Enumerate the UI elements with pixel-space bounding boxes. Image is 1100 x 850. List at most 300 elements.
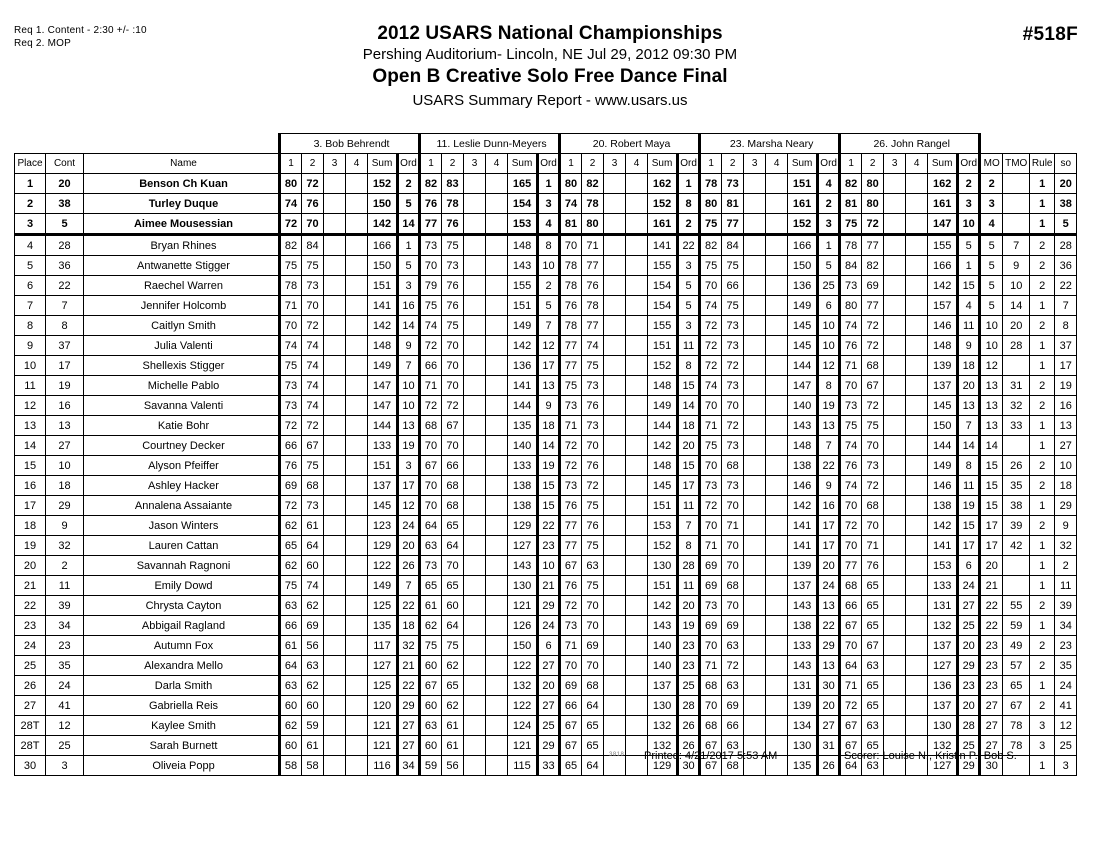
table-row[interactable] xyxy=(15,536,1077,556)
table-row[interactable] xyxy=(15,316,1077,336)
cell-j5-ord: 25 xyxy=(958,736,980,756)
cell-j2-s1: 70 xyxy=(420,476,442,496)
cell-name: Abbigail Ragland xyxy=(84,616,280,636)
cell-j1-s2: 64 xyxy=(302,536,324,556)
cell-j2-s4 xyxy=(486,296,508,316)
cell-j4-sum: 149 xyxy=(788,296,818,316)
table-row[interactable] xyxy=(15,174,1077,194)
table-row[interactable] xyxy=(15,476,1077,496)
cell-j3-s3 xyxy=(604,436,626,456)
cell-j4-s3 xyxy=(744,616,766,636)
cell-j5-s1: 70 xyxy=(840,376,862,396)
cell-j4-s3 xyxy=(744,316,766,336)
cell-name: Shellexis Stigger xyxy=(84,356,280,376)
cell-j2-s2: 75 xyxy=(442,316,464,336)
cell-j1-s2: 58 xyxy=(302,756,324,776)
cell-j2-s3 xyxy=(464,596,486,616)
cell-j1-s3 xyxy=(324,676,346,696)
cell-place: 17 xyxy=(15,496,46,516)
cell-j1-s2: 72 xyxy=(302,174,324,194)
cell-j2-s3 xyxy=(464,656,486,676)
cell-j3-sum: 148 xyxy=(648,456,678,476)
cell-j1-sum: 148 xyxy=(368,336,398,356)
cell-j3-sum: 152 xyxy=(648,356,678,376)
cell-j2-sum: 127 xyxy=(508,536,538,556)
cell-j1-s3 xyxy=(324,336,346,356)
cell-j2-s2: 76 xyxy=(442,214,464,235)
cell-name: Raechel Warren xyxy=(84,276,280,296)
cell-tmo xyxy=(1003,174,1030,194)
cell-j1-s4 xyxy=(346,396,368,416)
cell-j3-ord: 20 xyxy=(678,436,700,456)
cell-place: 16 xyxy=(15,476,46,496)
cell-j4-s1: 78 xyxy=(700,174,722,194)
cell-j1-s3 xyxy=(324,576,346,596)
cell-j2-s1: 79 xyxy=(420,276,442,296)
cell-j2-sum: 165 xyxy=(508,174,538,194)
cell-j4-ord: 16 xyxy=(818,496,840,516)
cell-mo: 30 xyxy=(980,756,1003,776)
cell-j3-sum: 148 xyxy=(648,376,678,396)
cell-j3-s3 xyxy=(604,356,626,376)
cell-j2-ord: 25 xyxy=(538,716,560,736)
cell-j1-s4 xyxy=(346,235,368,256)
judge-header-1: 3. Bob Behrendt xyxy=(280,134,420,154)
cell-j3-s3 xyxy=(604,476,626,496)
cell-place: 23 xyxy=(15,616,46,636)
table-row[interactable] xyxy=(15,356,1077,376)
cell-j3-ord: 28 xyxy=(678,556,700,576)
col-header-j3-1: 1 xyxy=(560,154,582,174)
cell-j5-s4 xyxy=(906,174,928,194)
cell-j3-ord: 26 xyxy=(678,716,700,736)
table-row[interactable] xyxy=(15,235,1077,256)
cell-j3-s1: 77 xyxy=(560,336,582,356)
cell-j5-s1: 74 xyxy=(840,316,862,336)
cell-j1-s2: 63 xyxy=(302,656,324,676)
cell-j4-s4 xyxy=(766,336,788,356)
cell-j5-sum: 130 xyxy=(928,716,958,736)
cell-j5-s1: 75 xyxy=(840,214,862,235)
cell-j2-s1: 67 xyxy=(420,676,442,696)
cell-j4-s2: 73 xyxy=(722,436,744,456)
col-header-j1-2: 2 xyxy=(302,154,324,174)
cell-j4-sum: 131 xyxy=(788,676,818,696)
cell-j5-s3 xyxy=(884,616,906,636)
cell-j5-s1: 73 xyxy=(840,276,862,296)
cell-j3-s3 xyxy=(604,174,626,194)
cell-j4-s1: 70 xyxy=(700,456,722,476)
cell-j1-s2: 69 xyxy=(302,616,324,636)
cell-tmo: 14 xyxy=(1003,296,1030,316)
cell-j5-s2: 65 xyxy=(862,576,884,596)
cell-j1-s2: 74 xyxy=(302,376,324,396)
cell-j5-s2: 72 xyxy=(862,396,884,416)
cell-j3-s4 xyxy=(626,536,648,556)
cell-j5-ord: 11 xyxy=(958,316,980,336)
cell-j1-ord: 16 xyxy=(398,296,420,316)
cell-j5-s3 xyxy=(884,174,906,194)
cell-j5-s3 xyxy=(884,536,906,556)
cell-j3-s1: 77 xyxy=(560,356,582,376)
cell-j4-ord: 22 xyxy=(818,616,840,636)
cell-so: 9 xyxy=(1055,516,1077,536)
table-row[interactable] xyxy=(15,516,1077,536)
cell-j5-sum: 145 xyxy=(928,396,958,416)
col-header-j4-2: 2 xyxy=(722,154,744,174)
cell-j5-s2: 63 xyxy=(862,656,884,676)
cell-j4-ord: 25 xyxy=(818,276,840,296)
col-header-j3-ord: Ord xyxy=(678,154,700,174)
cell-j1-s1: 76 xyxy=(280,456,302,476)
cell-j5-s3 xyxy=(884,276,906,296)
cell-j1-s3 xyxy=(324,536,346,556)
cell-j5-s2: 71 xyxy=(862,536,884,556)
cell-j4-ord: 6 xyxy=(818,296,840,316)
cell-j2-s4 xyxy=(486,336,508,356)
cell-j3-sum: 130 xyxy=(648,556,678,576)
cell-j2-s1: 60 xyxy=(420,656,442,676)
cell-tmo xyxy=(1003,556,1030,576)
cell-j1-s4 xyxy=(346,336,368,356)
cell-j1-s3 xyxy=(324,436,346,456)
table-row[interactable] xyxy=(15,496,1077,516)
cell-j3-s4 xyxy=(626,616,648,636)
requirement-1: Req 1. Content - 2:30 +/- :10 xyxy=(14,25,147,36)
cell-j1-s2: 74 xyxy=(302,576,324,596)
cell-j3-ord: 23 xyxy=(678,636,700,656)
cell-j5-sum: 138 xyxy=(928,496,958,516)
cell-j4-s1: 72 xyxy=(700,316,722,336)
table-row[interactable] xyxy=(15,716,1077,736)
table-row[interactable] xyxy=(15,296,1077,316)
cell-j1-s3 xyxy=(324,356,346,376)
cell-j1-s1: 63 xyxy=(280,676,302,696)
cell-j5-sum: 139 xyxy=(928,356,958,376)
cell-j2-s3 xyxy=(464,356,486,376)
cell-tmo xyxy=(1003,436,1030,456)
cell-j5-ord: 13 xyxy=(958,396,980,416)
cell-j1-s4 xyxy=(346,356,368,376)
cell-j1-sum: 125 xyxy=(368,676,398,696)
cell-so: 28 xyxy=(1055,235,1077,256)
cell-j4-s4 xyxy=(766,616,788,636)
cell-j3-sum: 145 xyxy=(648,476,678,496)
cell-cont: 5 xyxy=(46,214,84,235)
cell-j5-s1: 70 xyxy=(840,496,862,516)
cell-j3-sum: 143 xyxy=(648,616,678,636)
cell-rule: 1 xyxy=(1030,576,1055,596)
table-row[interactable] xyxy=(15,616,1077,636)
cell-j4-sum: 148 xyxy=(788,436,818,456)
cell-j4-s1: 68 xyxy=(700,716,722,736)
cell-j5-ord: 4 xyxy=(958,296,980,316)
cell-j3-s2: 72 xyxy=(582,476,604,496)
col-header-j4-3: 3 xyxy=(744,154,766,174)
cell-j5-s2: 68 xyxy=(862,496,884,516)
col-header-j4-4: 4 xyxy=(766,154,788,174)
cell-j3-s1: 67 xyxy=(560,736,582,756)
cell-cont: 41 xyxy=(46,696,84,716)
cell-j3-s1: 72 xyxy=(560,436,582,456)
table-row[interactable] xyxy=(15,696,1077,716)
cell-j1-sum: 149 xyxy=(368,356,398,376)
cell-j5-s4 xyxy=(906,194,928,214)
cell-j5-s2: 69 xyxy=(862,276,884,296)
cell-tmo: 7 xyxy=(1003,235,1030,256)
cell-j4-sum: 150 xyxy=(788,256,818,276)
cell-j2-sum: 138 xyxy=(508,496,538,516)
cell-place: 25 xyxy=(15,656,46,676)
cell-j5-ord: 15 xyxy=(958,276,980,296)
cell-j5-s3 xyxy=(884,476,906,496)
cell-j3-s3 xyxy=(604,256,626,276)
table-row[interactable] xyxy=(15,276,1077,296)
cell-j2-ord: 27 xyxy=(538,656,560,676)
cell-j2-s1: 68 xyxy=(420,416,442,436)
cell-j5-s1: 73 xyxy=(840,396,862,416)
cell-j1-sum: 149 xyxy=(368,576,398,596)
cell-rule: 1 xyxy=(1030,356,1055,376)
cell-so: 5 xyxy=(1055,214,1077,235)
cell-j1-s2: 73 xyxy=(302,496,324,516)
cell-j5-ord: 1 xyxy=(958,256,980,276)
cell-j4-s4 xyxy=(766,416,788,436)
venue-line: Pershing Auditorium- Lincoln, NE Jul 29, 2012 09:30 PM xyxy=(362,46,738,63)
table-row[interactable] xyxy=(15,396,1077,416)
cell-j4-s2: 69 xyxy=(722,616,744,636)
cell-j5-s4 xyxy=(906,576,928,596)
cell-j5-sum: 127 xyxy=(928,756,958,776)
cell-j2-s4 xyxy=(486,756,508,776)
cell-j2-s1: 60 xyxy=(420,696,442,716)
judge-header-row xyxy=(15,134,1077,154)
cell-j1-s4 xyxy=(346,416,368,436)
cell-j2-sum: 121 xyxy=(508,596,538,616)
cell-so: 35 xyxy=(1055,656,1077,676)
cell-j4-s2: 73 xyxy=(722,316,744,336)
cell-rule: 2 xyxy=(1030,376,1055,396)
cell-j1-s2: 70 xyxy=(302,214,324,235)
cell-j2-ord: 1 xyxy=(538,174,560,194)
cell-j5-s3 xyxy=(884,356,906,376)
table-row[interactable] xyxy=(15,214,1077,235)
cell-j2-sum: 124 xyxy=(508,716,538,736)
cell-j3-s3 xyxy=(604,296,626,316)
cell-mo: 14 xyxy=(980,436,1003,456)
cell-j1-ord: 22 xyxy=(398,676,420,696)
cell-j5-s3 xyxy=(884,336,906,356)
cell-j2-s1: 70 xyxy=(420,436,442,456)
judge-header-spacer xyxy=(15,134,280,154)
cell-j5-s4 xyxy=(906,516,928,536)
cell-j3-s2: 77 xyxy=(582,256,604,276)
cell-j2-s4 xyxy=(486,356,508,376)
cell-j2-ord: 3 xyxy=(538,194,560,214)
cell-j4-s2: 73 xyxy=(722,376,744,396)
cell-j1-s4 xyxy=(346,496,368,516)
cell-j1-s2: 84 xyxy=(302,235,324,256)
cell-j5-ord: 2 xyxy=(958,174,980,194)
cell-j5-ord: 8 xyxy=(958,456,980,476)
cell-j3-ord: 5 xyxy=(678,296,700,316)
cell-j5-s4 xyxy=(906,556,928,576)
cell-j5-ord: 15 xyxy=(958,516,980,536)
cell-j2-s1: 72 xyxy=(420,336,442,356)
cell-j5-s2: 72 xyxy=(862,336,884,356)
cell-rule: 2 xyxy=(1030,276,1055,296)
cell-j2-s4 xyxy=(486,436,508,456)
judge-header-tail-spacer xyxy=(980,134,1077,154)
table-row[interactable] xyxy=(15,676,1077,696)
cell-j4-s4 xyxy=(766,356,788,376)
table-row[interactable] xyxy=(15,336,1077,356)
cell-j4-ord: 4 xyxy=(818,174,840,194)
cell-tmo: 9 xyxy=(1003,256,1030,276)
cell-cont: 19 xyxy=(46,376,84,396)
cell-j1-s1: 74 xyxy=(280,194,302,214)
cell-mo: 23 xyxy=(980,636,1003,656)
table-row[interactable] xyxy=(15,556,1077,576)
cell-j5-s2: 65 xyxy=(862,696,884,716)
table-row[interactable] xyxy=(15,656,1077,676)
cell-j1-ord: 3 xyxy=(398,456,420,476)
cell-j2-s3 xyxy=(464,756,486,776)
table-row[interactable] xyxy=(15,436,1077,456)
cell-j4-s2: 75 xyxy=(722,256,744,276)
requirement-2: Req 2. MOP xyxy=(14,38,72,49)
cell-j1-sum: 116 xyxy=(368,756,398,776)
table-row[interactable] xyxy=(15,256,1077,276)
cell-j5-s3 xyxy=(884,596,906,616)
cell-rule: 1 xyxy=(1030,214,1055,235)
cell-name: Jennifer Holcomb xyxy=(84,296,280,316)
cell-j2-s3 xyxy=(464,316,486,336)
cell-tmo: 35 xyxy=(1003,476,1030,496)
cell-j2-s2: 70 xyxy=(442,356,464,376)
cell-cont: 13 xyxy=(46,416,84,436)
cell-j3-ord: 11 xyxy=(678,576,700,596)
cell-j4-s2: 73 xyxy=(722,476,744,496)
col-header-j1-4: 4 xyxy=(346,154,368,174)
cell-j4-s2: 73 xyxy=(722,336,744,356)
cell-j5-sum: 132 xyxy=(928,616,958,636)
cell-so: 25 xyxy=(1055,736,1077,756)
cell-j1-ord: 17 xyxy=(398,476,420,496)
cell-j2-ord: 10 xyxy=(538,556,560,576)
cell-j4-s2: 84 xyxy=(722,235,744,256)
table-row[interactable] xyxy=(15,456,1077,476)
cell-j4-sum: 142 xyxy=(788,496,818,516)
cell-so: 7 xyxy=(1055,296,1077,316)
cell-tmo: 26 xyxy=(1003,456,1030,476)
cell-j2-ord: 14 xyxy=(538,436,560,456)
cell-j2-s3 xyxy=(464,536,486,556)
cell-tmo: 67 xyxy=(1003,696,1030,716)
col-header-j2-2: 2 xyxy=(442,154,464,174)
cell-j5-sum: 136 xyxy=(928,676,958,696)
table-row[interactable] xyxy=(15,636,1077,656)
cell-j4-sum: 146 xyxy=(788,476,818,496)
cell-place: 30 xyxy=(15,756,46,776)
cell-j4-ord: 13 xyxy=(818,596,840,616)
cell-j2-s1: 76 xyxy=(420,194,442,214)
cell-j2-s3 xyxy=(464,194,486,214)
page-title: 2012 USARS National Championships xyxy=(377,23,723,44)
cell-j4-ord: 29 xyxy=(818,636,840,656)
cell-j2-s2: 76 xyxy=(442,296,464,316)
cell-j3-s3 xyxy=(604,194,626,214)
cell-j3-sum: 142 xyxy=(648,436,678,456)
cell-j3-sum: 153 xyxy=(648,516,678,536)
cell-name: Annalena Assaiante xyxy=(84,496,280,516)
cell-j3-ord: 14 xyxy=(678,396,700,416)
cell-j2-ord: 4 xyxy=(538,214,560,235)
cell-j2-s2: 61 xyxy=(442,736,464,756)
cell-j5-sum: 157 xyxy=(928,296,958,316)
cell-cont: 3 xyxy=(46,756,84,776)
table-row[interactable] xyxy=(15,376,1077,396)
cell-so: 10 xyxy=(1055,456,1077,476)
cell-place: 15 xyxy=(15,456,46,476)
cell-j1-ord: 29 xyxy=(398,696,420,716)
cell-j2-s3 xyxy=(464,576,486,596)
cell-j3-s3 xyxy=(604,556,626,576)
cell-j3-s1: 67 xyxy=(560,556,582,576)
cell-j1-s3 xyxy=(324,256,346,276)
table-row[interactable] xyxy=(15,194,1077,214)
cell-j2-s1: 70 xyxy=(420,256,442,276)
cell-so: 41 xyxy=(1055,696,1077,716)
cell-j2-sum: 143 xyxy=(508,556,538,576)
cell-j5-s4 xyxy=(906,356,928,376)
cell-j2-ord: 18 xyxy=(538,416,560,436)
cell-j2-sum: 154 xyxy=(508,194,538,214)
cell-j3-s3 xyxy=(604,656,626,676)
cell-j2-ord: 9 xyxy=(538,396,560,416)
cell-place: 12 xyxy=(15,396,46,416)
cell-j1-s4 xyxy=(346,696,368,716)
cell-j1-sum: 142 xyxy=(368,316,398,336)
cell-j2-s4 xyxy=(486,376,508,396)
cell-j3-s2: 82 xyxy=(582,174,604,194)
cell-j3-ord: 28 xyxy=(678,696,700,716)
cell-j1-s1: 82 xyxy=(280,235,302,256)
cell-j5-s4 xyxy=(906,536,928,556)
table-row[interactable] xyxy=(15,576,1077,596)
table-row[interactable] xyxy=(15,596,1077,616)
cell-j1-s3 xyxy=(324,416,346,436)
cell-j2-s2: 65 xyxy=(442,516,464,536)
cell-j5-s3 xyxy=(884,416,906,436)
cell-j2-ord: 13 xyxy=(538,376,560,396)
cell-j1-s2: 60 xyxy=(302,556,324,576)
cell-j3-s3 xyxy=(604,616,626,636)
cell-j1-s3 xyxy=(324,496,346,516)
cell-j3-s4 xyxy=(626,396,648,416)
cell-j4-s4 xyxy=(766,656,788,676)
cell-j4-s3 xyxy=(744,536,766,556)
cell-mo: 13 xyxy=(980,416,1003,436)
cell-j5-s2: 68 xyxy=(862,356,884,376)
cell-j4-s2: 69 xyxy=(722,696,744,716)
cell-j1-s2: 61 xyxy=(302,736,324,756)
cell-j4-s2: 70 xyxy=(722,396,744,416)
cell-j2-s3 xyxy=(464,376,486,396)
cell-cont: 32 xyxy=(46,536,84,556)
table-row[interactable] xyxy=(15,416,1077,436)
cell-cont: 17 xyxy=(46,356,84,376)
